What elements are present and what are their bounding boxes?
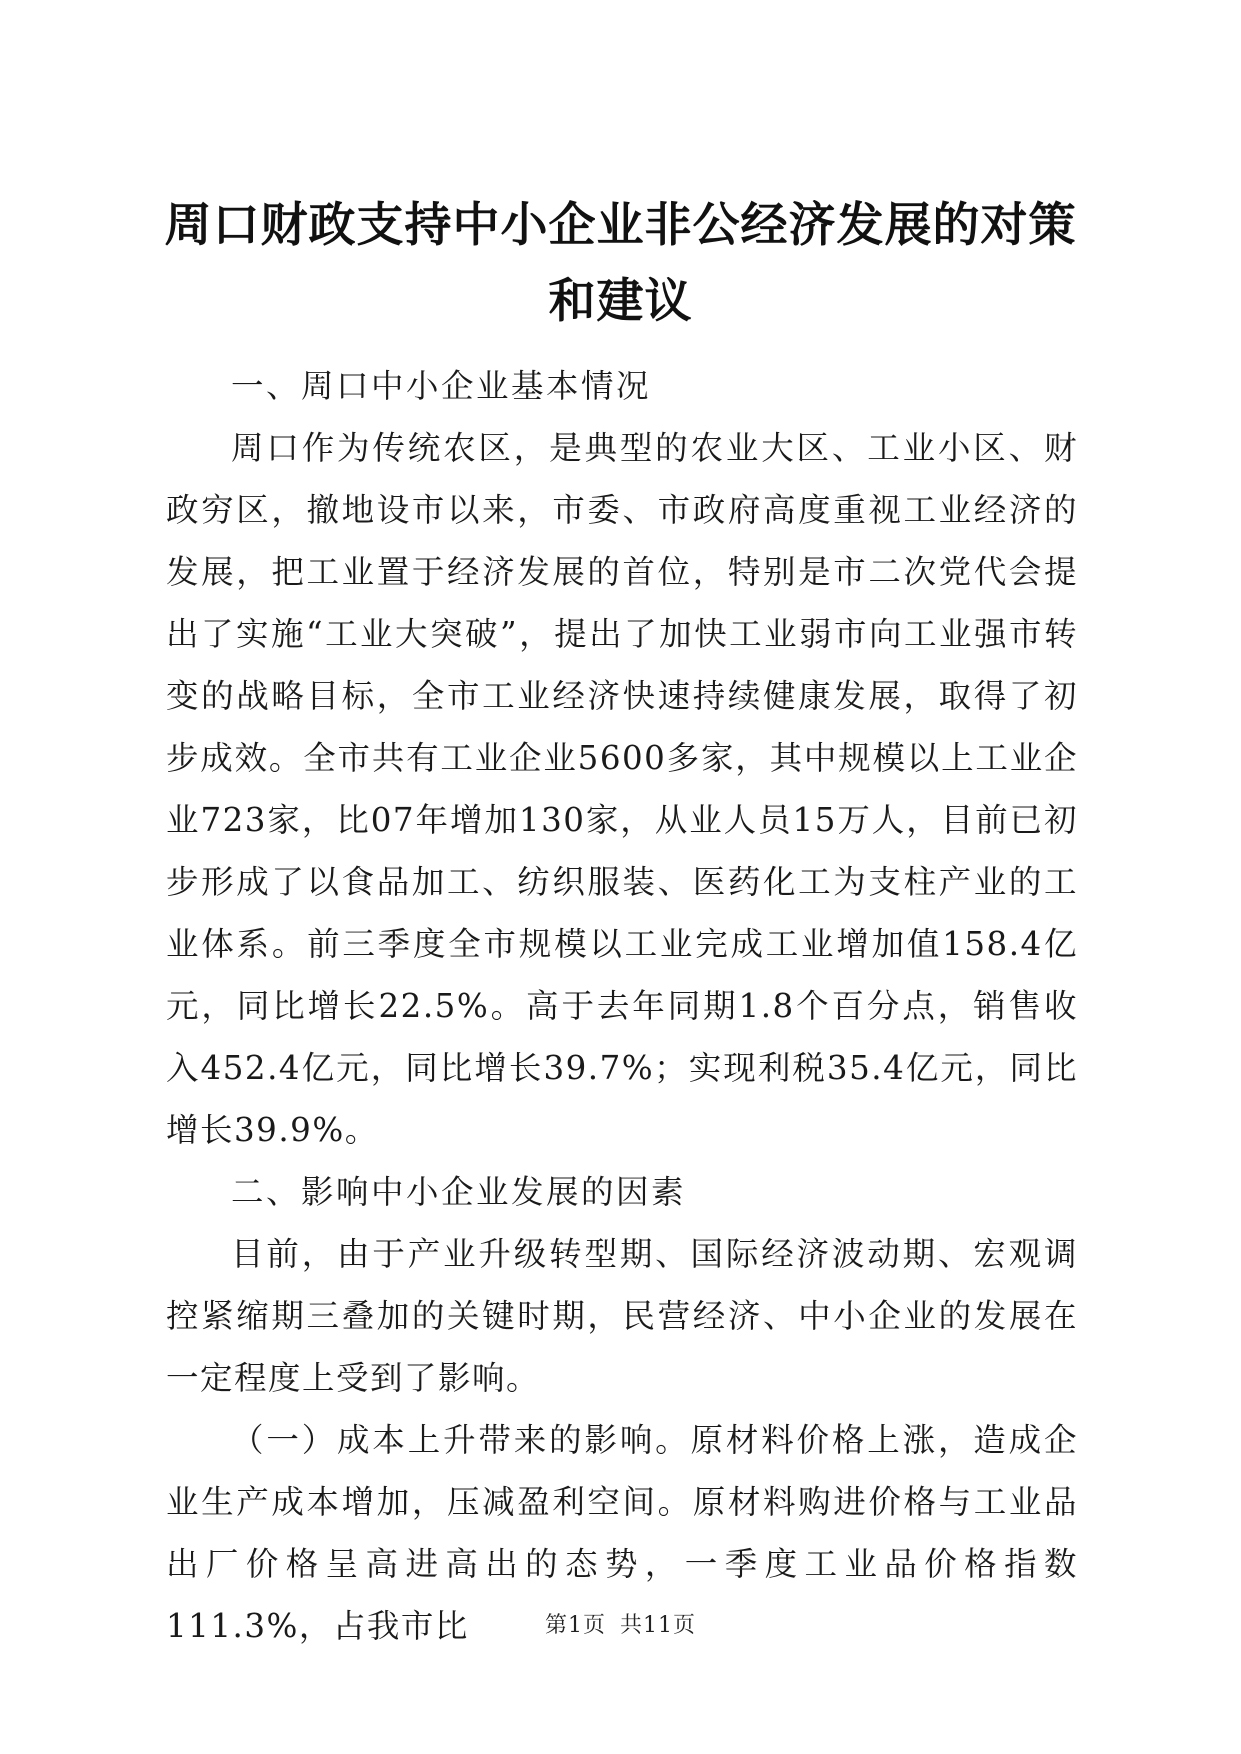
section-heading-2: 二、影响中小企业发展的因素 [231,1173,687,1211]
paragraph-cost-impact: （一）成本上升带来的影响。原材料价格上涨，造成企业生产成本增加，压减盈利空间。原材料购进价格与工业品出厂价格呈高进高出的态势，一季度工业品价格指数111.3%，占我市比 [166,1421,1078,1645]
paragraph-basic-situation: 周口作为传统农区，是典型的农业大区、工业小区、财政穷区，撤地设市以来，市委、市政府高度重视工业经济的发展，把工业置于经济发展的首位，特别是市二次党代会提出了实施“工业大突破”，提出了加快工业弱市向工业强市转变的战略目标，全市工业经济快速持续健康发展，取得了初步成效。全市共有工业企业5600多家，其中规模以上工业企业723家，比07年增加130家，从业人员15万人，目前已初步形成了以食品加工、纺织服装、医药化工为支柱产业的工业体系。前三季度全市规模以工业完成工业增加值158.4亿元，同比增长22.5%。高于去年同期1.8个百分点，销售收入452.4亿元，同比增长39.7%；实现利税35.4亿元，同比增长39.9%。 [166,429,1078,1149]
page-footer [0,1608,1241,1639]
document-body [166,355,1078,1657]
document-title: 周口财政支持中小企业非公经济发展的对策和建议 [164,198,1077,329]
total-pages: 共11页 [620,1613,696,1638]
page-number: 第1页 [545,1613,606,1638]
paragraph-factors-intro: 目前，由于产业升级转型期、国际经济波动期、宏观调控紧缩期三叠加的关键时期，民营经济、中小企业的发展在一定程度上受到了影响。 [166,1235,1078,1397]
section-heading-1: 一、周口中小企业基本情况 [231,367,652,405]
